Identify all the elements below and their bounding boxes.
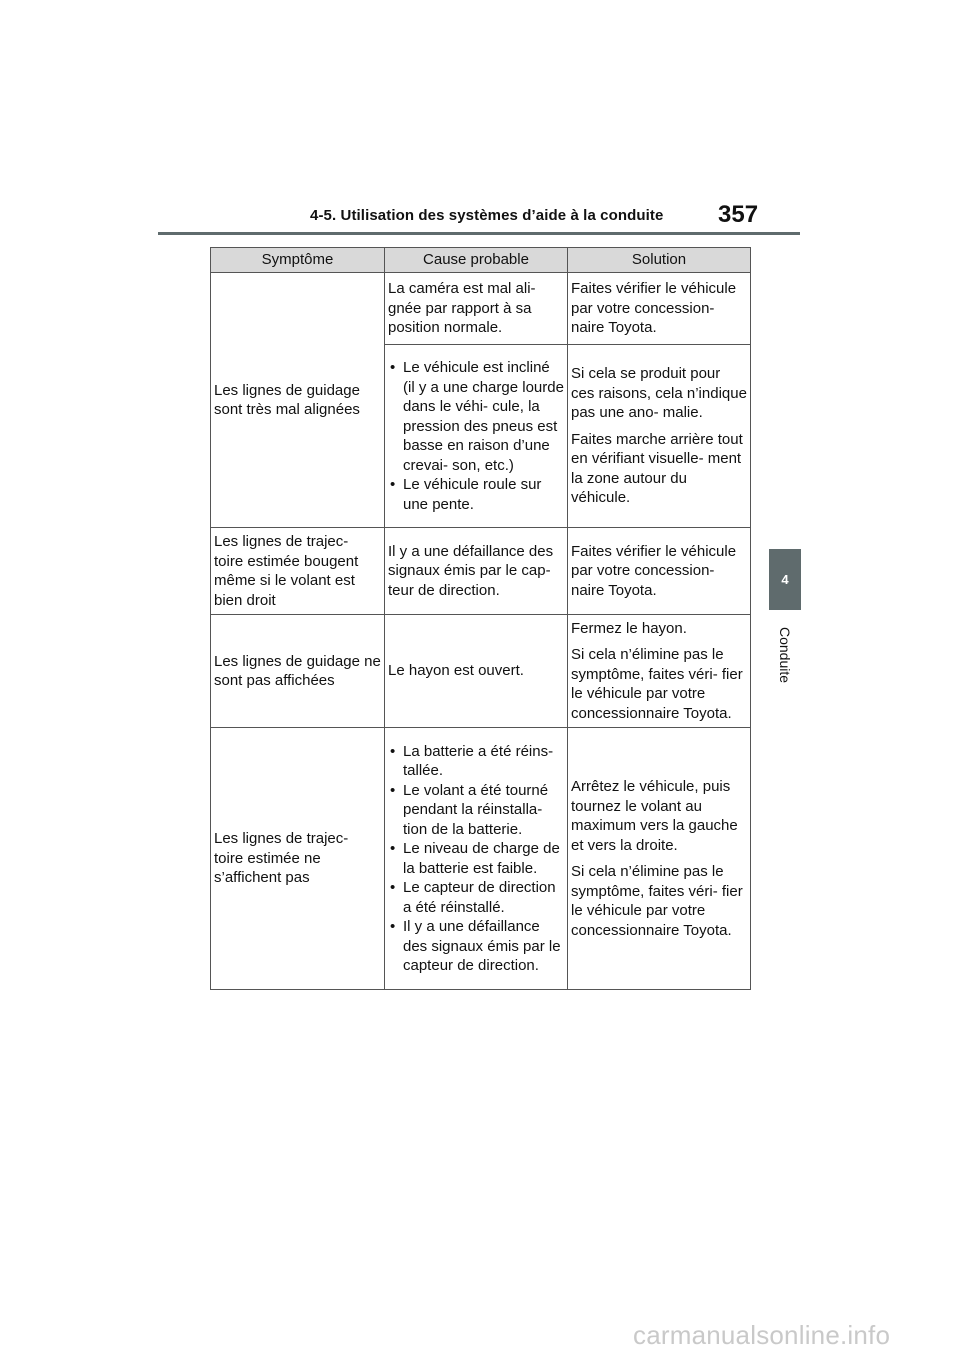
watermark: carmanualsonline.info	[633, 1320, 891, 1350]
symptom-text: Les lignes de trajec- toire estimée ne s’affichent pas	[214, 830, 349, 887]
symptom-cell	[211, 528, 385, 615]
cause-cell	[385, 528, 568, 615]
solution-cell	[568, 273, 751, 345]
table-row	[211, 528, 751, 615]
cause-cell	[385, 345, 568, 528]
solution-text: Arrêtez le véhicule, puis tournez le volant au maximum vers la gauche et vers la droite.	[571, 778, 738, 854]
cause-text: La caméra est mal ali- gnée par rapport à sa position normale.	[388, 280, 536, 337]
column-header-solution: Solution	[568, 248, 751, 273]
solution-text: Fermez le hayon.	[571, 619, 687, 637]
symptom-cell	[211, 615, 385, 728]
table-header-row	[211, 248, 751, 273]
section-title: 4-5. Utilisation des systèmes d’aide à la conduite	[310, 207, 664, 224]
cause-text: Le hayon est ouvert.	[388, 662, 524, 680]
cause-list-item: • Le volant a été tourné pendant la réinstalla- tion de la batterie.	[388, 781, 564, 840]
chapter-label: Conduite	[777, 626, 793, 684]
cause-cell	[385, 615, 568, 728]
solution-text: Si cela n’élimine pas le symptôme, faites véri- fier le véhicule par votre concessionnaire Toyota.	[571, 863, 743, 939]
cause-list-item: • Le niveau de charge de la batterie est faible.	[388, 839, 564, 878]
cause-list-item: • La batterie a été réins- tallée.	[388, 742, 564, 781]
solution-text: Faites marche arrière tout en vérifiant visuelle- ment la zone autour du véhicule.	[571, 430, 743, 507]
symptom-text: Les lignes de guidage ne sont pas affichées	[214, 652, 381, 689]
header-rule	[158, 232, 800, 235]
symptom-cell	[211, 273, 385, 528]
cause-list-item: • Le véhicule est incliné (il y a une charge lourde dans le véhi- cule, la pression des pneus est basse en raison d’une crevai- son, etc.)	[388, 358, 564, 475]
cause-list-item: • Le capteur de direction a été réinstallé.	[388, 878, 564, 917]
cause-cell	[385, 273, 568, 345]
symptom-text: Les lignes de trajec- toire estimée bougent même si le volant est bien droit	[214, 533, 359, 609]
table-row	[211, 273, 751, 345]
cause-text: Il y a une défaillance des signaux émis par le cap- teur de direction.	[388, 542, 554, 599]
symptom-text: Les lignes de guidage sont très mal alignées	[214, 381, 360, 418]
cause-cell	[385, 728, 568, 990]
solution-cell	[568, 728, 751, 990]
page-number: 357	[718, 201, 759, 228]
table-row	[211, 728, 751, 990]
cause-list	[388, 742, 564, 976]
column-header-cause: Cause probable	[385, 248, 568, 273]
chapter-number: 4	[781, 572, 789, 587]
symptom-cell	[211, 728, 385, 990]
solution-text: Si cela n’élimine pas le symptôme, faites véri- fier le véhicule par votre concessionnaire Toyota.	[571, 646, 743, 722]
chapter-tab[interactable]	[769, 549, 801, 610]
solution-cell	[568, 528, 751, 615]
solution-text: Faites vérifier le véhicule par votre concession- naire Toyota.	[571, 542, 737, 599]
solution-cell	[568, 615, 751, 728]
solution-text: Faites vérifier le véhicule par votre concession- naire Toyota.	[571, 280, 737, 337]
cause-list-item: • Il y a une défaillance des signaux émis par le capteur de direction.	[388, 917, 564, 976]
table-row	[211, 615, 751, 728]
column-header-symptom: Symptôme	[211, 248, 385, 273]
solution-cell	[568, 345, 751, 528]
cause-list	[388, 358, 564, 514]
solution-text: Si cela se produit pour ces raisons, cela n’indique pas une ano- malie.	[571, 365, 747, 422]
symptom-table	[210, 247, 751, 990]
cause-list-item: • Le véhicule roule sur une pente.	[388, 475, 564, 514]
